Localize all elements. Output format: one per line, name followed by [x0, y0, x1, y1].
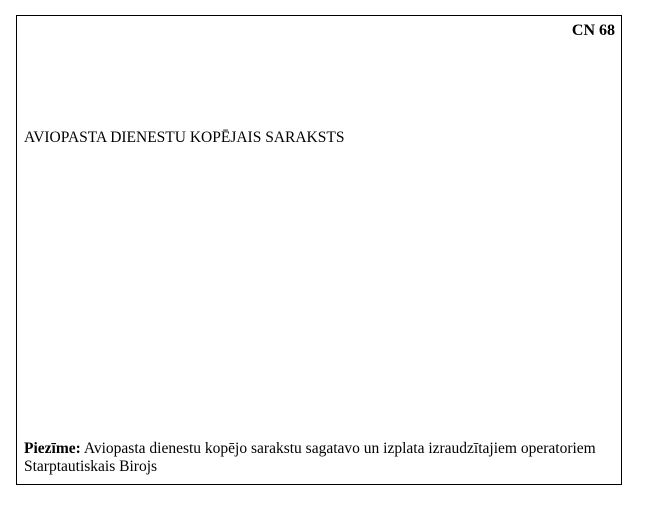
- form-frame: [16, 15, 622, 485]
- note-text: Aviopasta dienestu kopējo sarakstu sagatavo un izplata izraudzītajiem operatoriem Starptautiskais Birojs: [24, 440, 596, 475]
- form-note: [24, 440, 616, 476]
- form-code: CN 68: [571, 22, 615, 39]
- form-title: AVIOPASTA DIENESTU KOPĒJAIS SARAKSTS: [24, 129, 345, 146]
- note-label: Piezīme:: [24, 440, 81, 457]
